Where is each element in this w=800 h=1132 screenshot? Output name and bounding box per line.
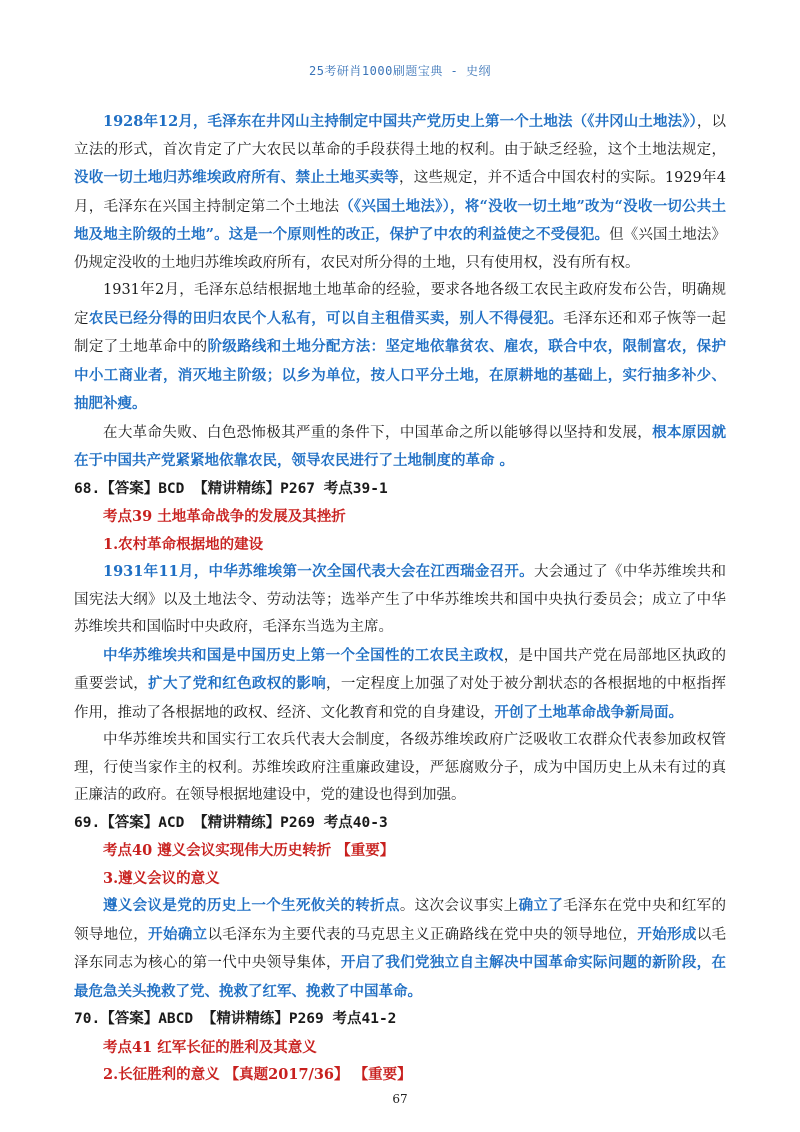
topic-41-heading: 考点41 红军长征的胜利及其意义 <box>103 1038 317 1056</box>
topic-40-heading: 考点40 遵义会议实现伟大历史转折 【重要】 <box>103 842 395 859</box>
body-text: ，以立法的形式，首次肯定了广大农民以革命的手段获得土地的权利。由于缺乏经验，这个土地法规定， <box>74 114 727 158</box>
emphasis-text: 1931年11月，中华苏维埃第一次全国代表大会在江西瑞金召开。 <box>103 563 534 580</box>
emphasis-text: 农民已经分得的田归农民个人私有，可以自主租借买卖，别人不得侵犯。 <box>88 309 564 327</box>
answer-69-heading: 69.【答案】ACD 【精讲精练】P269 考点40-3 <box>74 814 388 831</box>
emphasis-text: 开创了土地革命战争新局面。 <box>494 703 683 721</box>
paragraph-soviet-system <box>74 727 726 810</box>
body-text: 但《兴国土地法》仍规定没收的土地归苏维埃政府所有，农民对所分得的土地，只有使用权，没有所有权。 <box>74 227 726 271</box>
body-text: ，是中国共产党在局部地区执政的重要尝试， <box>74 647 726 692</box>
answer-70-heading: 70.【答案】ABCD 【精讲精练】P269 考点41-2 <box>74 1011 397 1027</box>
emphasis-text: 开始形成 <box>637 925 697 943</box>
paragraph-revolution-root-cause <box>74 419 726 476</box>
body-text: ，这些规定，并不适合中国农村的实际。1929年4月，毛泽东在兴国主持制定第二个土地法 <box>74 170 727 215</box>
topic-39-1-subheading: 1.农村革命根据地的建设 <box>103 535 264 553</box>
emphasis-text: 开始确立 <box>148 925 208 943</box>
body-text: 在大革命失败、白色恐怖极其严重的条件下，中国革命之所以能够得以坚持和发展， <box>103 424 653 441</box>
body-text: 毛泽东在党中央和红军的领导地位， <box>74 898 727 943</box>
emphasis-text: 阶级路线和土地分配方法：坚定地依靠贫农、雇农，联合中农，限制富农，保护中小工商业者，消灭地主阶级；以乡为单位，按人口平分土地，在原耕地的基础上，实行抽多补少、抽肥补瘦。 <box>74 338 727 412</box>
paragraph-1931-land-policy <box>74 277 726 419</box>
body-text: 毛泽东还和邓子恢等一起制定了土地革命中的 <box>74 310 727 355</box>
topic-41-2-subheading: 2.长征胜利的意义 【真题2017/36】 【重要】 <box>103 1066 412 1083</box>
page-header: 25考研肖1000刷题宝典 - 史纲 <box>308 64 492 78</box>
topic-40-3-subheading: 3.遵义会议的意义 <box>103 869 220 887</box>
paragraph-first-congress <box>74 558 726 642</box>
body-text: 大会通过了《中华苏维埃共和国宪法大纲》以及土地法令、劳动法等；选举产生了中华苏维埃共和国中央执行委员会；成立了中华苏维埃共和国临时中央政府，毛泽东当选为主席。 <box>74 564 726 635</box>
topic-39-heading: 考点39 土地革命战争的发展及其挫折 <box>103 508 346 525</box>
body-text: 。这次会议事实上 <box>399 898 519 914</box>
paragraph-soviet-republic-significance <box>74 642 726 728</box>
emphasis-text: 没收一切土地归苏维埃政府所有、禁止土地买卖等 <box>74 169 399 186</box>
emphasis-text: 遵义会议是党的历史上一个生死攸关的转折点 <box>103 897 400 914</box>
page-content <box>74 108 726 1089</box>
body-text: 1931年2月，毛泽东总结根据地土地革命的经验，要求各地各级工农民主政府发布公告，明确规定 <box>74 282 726 327</box>
emphasis-text: 1928年12月，毛泽东在井冈山主持制定中国共产党历史上第一个土地法（《井冈山土地法》） <box>103 113 697 130</box>
emphasis-text: 扩大了党和红色政权的影响 <box>148 675 327 692</box>
paragraph-jinggangshan-land-law <box>74 108 726 277</box>
body-text: 以毛泽东同志为核心的第一代中央领导集体， <box>74 926 727 971</box>
page-number: 67 <box>392 1092 408 1106</box>
body-text: 以毛泽东为主要代表的马克思主义正确路线在党中央的领导地位， <box>207 926 638 943</box>
paragraph-zunyi-significance <box>74 892 726 1006</box>
emphasis-text: 根本原因就在于中国共产党紧紧地依靠农民，领导农民进行了土地制度的革命 。 <box>74 423 727 469</box>
body-text: ，一定程度上加强了对处于被分割状态的各根据地的中枢指挥作用，推动了各根据地的政权、经济、文化教育和党的自身建设， <box>74 676 727 721</box>
emphasis-text: 中华苏维埃共和国是中国历史上第一个全国性的工农民主政权 <box>103 646 504 664</box>
body-text: 中华苏维埃共和国实行工农兵代表大会制度，各级苏维埃政府广泛吸收工农群众代表参加政权管理，行使当家作主的权利。苏维埃政府注重廉政建设，严惩腐败分子，成为中国历史上从未有过的真正廉洁的政府。在领导根据地建设中，党的建设也得到加强。 <box>74 732 726 803</box>
emphasis-text: （《兴国土地法》），将“没收一切土地”改为“没收一切公共土地及地主阶级的土地”。这是一个原则性的改正，保护了中农的利益使之不受侵犯。 <box>74 197 726 243</box>
answer-68-heading: 68.【答案】BCD 【精讲精练】P267 考点39-1 <box>74 480 388 497</box>
emphasis-text: 确立了 <box>518 897 564 914</box>
emphasis-text: 开启了我们党独立自主解决中国革命实际问题的新阶段，在最危急关头挽救了党、挽救了红军、挽救了中国革命。 <box>74 954 726 1000</box>
